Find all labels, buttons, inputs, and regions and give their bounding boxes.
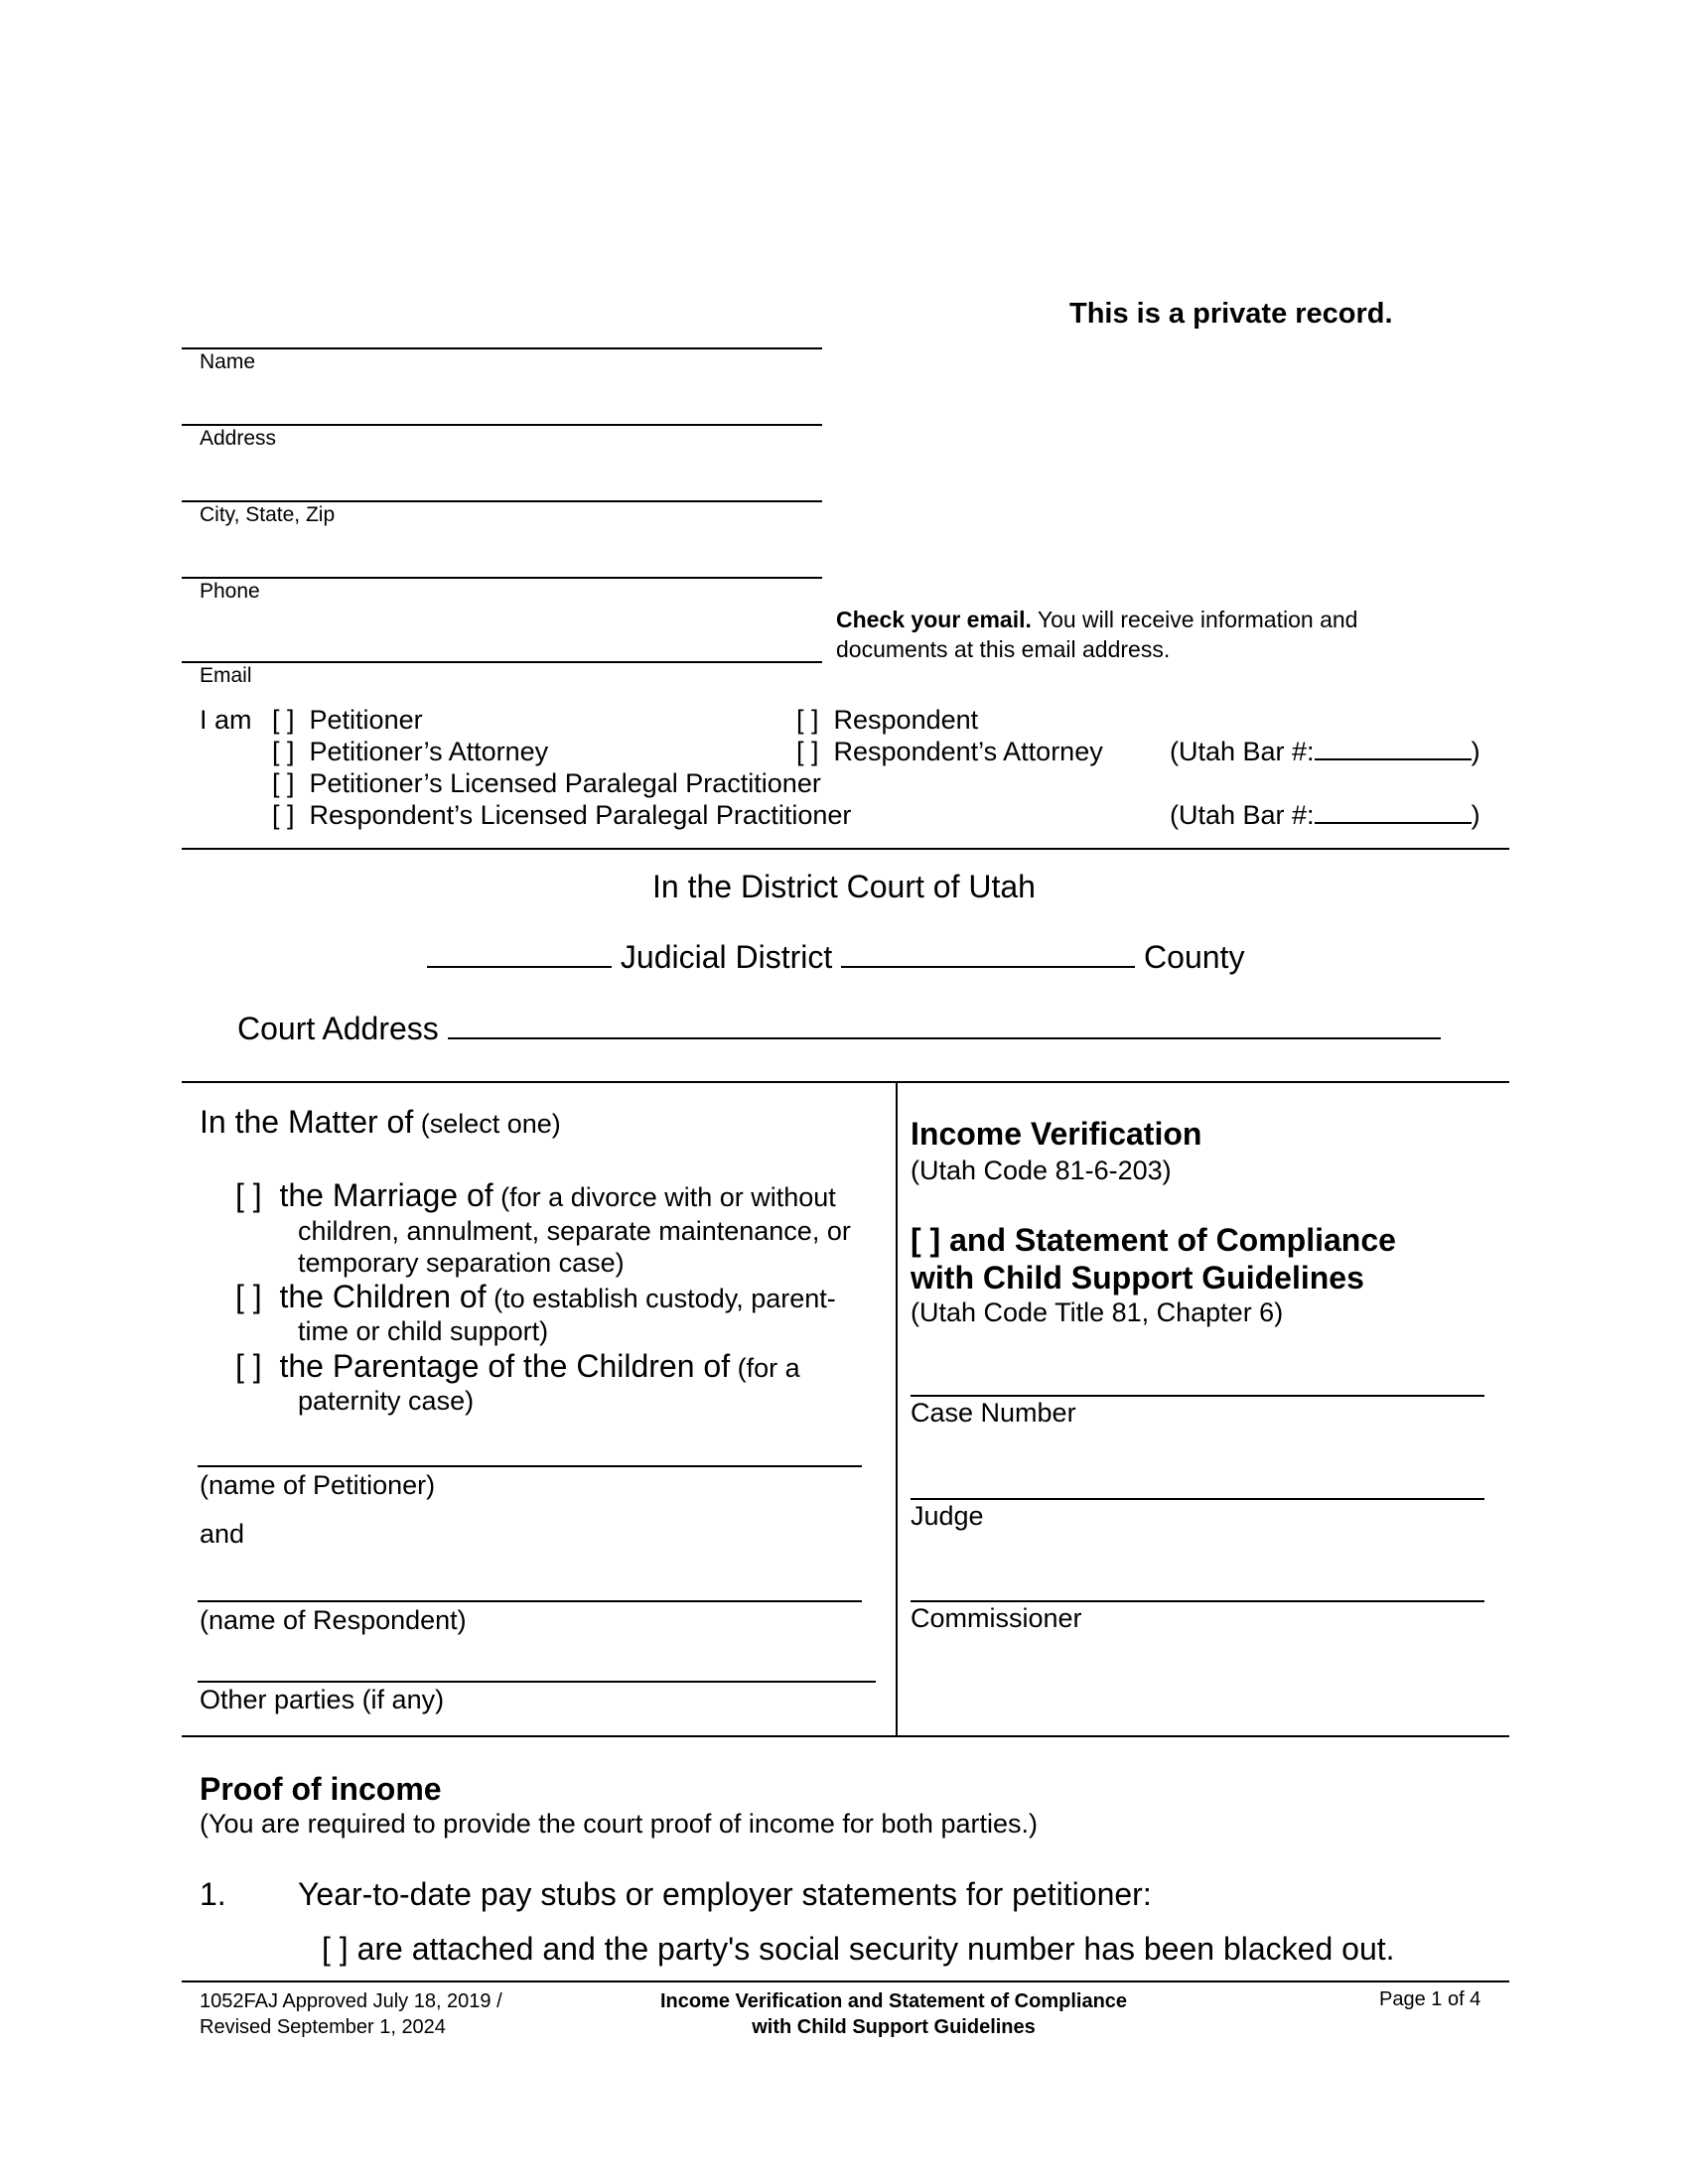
utah-bar-blank-2[interactable] [1315, 821, 1472, 824]
footer-form-id-1: 1052FAJ Approved July 18, 2019 / [200, 1990, 502, 2012]
email-notice-text-1: You will receive information and [1031, 607, 1358, 632]
court-address-label: Court Address [237, 1011, 439, 1046]
checkbox-children[interactable]: [ ] [235, 1279, 262, 1314]
commissioner-label: Commissioner [911, 1603, 1082, 1633]
role-respondents-lpp-label: Respondent’s Licensed Paralegal Practitioner [309, 800, 852, 830]
footer-title [596, 1988, 1192, 2040]
address-field-line[interactable] [182, 424, 822, 426]
document-code: (Utah Code 81-6-203) [911, 1156, 1172, 1185]
parentage-label: the Parentage of the Children of [279, 1348, 731, 1384]
petitioner-name-label: (name of Petitioner) [200, 1470, 436, 1500]
checkbox-respondents-lpp[interactable]: [ ] [272, 800, 295, 830]
matter-heading-text: In the Matter of [200, 1104, 414, 1140]
and-label: and [200, 1519, 245, 1549]
marriage-label: the Marriage of [279, 1177, 493, 1213]
parentage-note-2: paternity case) [298, 1386, 475, 1416]
email-label: Email [200, 664, 252, 687]
checkbox-petitioners-attorney[interactable]: [ ] [272, 737, 295, 766]
caption-top-border [182, 1081, 1509, 1083]
footer-divider [182, 1980, 1509, 1982]
judge-label: Judge [911, 1501, 984, 1531]
utah-bar-open-1: (Utah Bar #: [1170, 737, 1315, 766]
attached-option-text: are attached and the party's social security number has been blacked out. [348, 1931, 1395, 1967]
role-petitioners-attorney-option[interactable] [272, 737, 548, 767]
compliance-title-1: and Statement of Compliance [940, 1222, 1396, 1258]
caption-bottom-border [182, 1735, 1509, 1737]
city-state-zip-label: City, State, Zip [200, 503, 336, 526]
case-number-label: Case Number [911, 1398, 1076, 1428]
role-respondent-option[interactable] [796, 705, 978, 736]
compliance-title-2: with Child Support Guidelines [911, 1260, 1364, 1296]
utah-bar-close-1: ) [1471, 737, 1480, 766]
marriage-note-continued [298, 1215, 851, 1279]
footer-title-2: with Child Support Guidelines [752, 2016, 1036, 2038]
email-notice-bold: Check your email. [836, 607, 1032, 632]
utah-bar-blank-1[interactable] [1315, 757, 1472, 760]
role-respondents-attorney-option[interactable] [796, 737, 1103, 767]
checkbox-respondents-attorney[interactable]: [ ] [796, 737, 819, 766]
role-petitioners-lpp-option[interactable] [272, 768, 821, 799]
phone-field-line[interactable] [182, 577, 822, 579]
name-field-line[interactable] [182, 347, 822, 349]
footer-title-1: Income Verification and Statement of Compliance [659, 1990, 1128, 2012]
checkbox-parentage[interactable]: [ ] [235, 1348, 262, 1384]
other-parties-line[interactable] [198, 1681, 876, 1683]
role-respondent-label: Respondent [833, 705, 979, 735]
utah-bar-close-2: ) [1471, 800, 1480, 830]
name-label: Name [200, 350, 256, 373]
role-petitioners-attorney-label: Petitioner’s Attorney [309, 737, 549, 766]
county-label: County [1144, 939, 1245, 975]
matter-children-option[interactable] [235, 1279, 836, 1315]
court-title: In the District Court of Utah [652, 869, 1036, 904]
document-title: Income Verification [911, 1116, 1202, 1152]
i-am-label: I am [200, 705, 252, 735]
marriage-note-3: temporary separation case) [298, 1248, 625, 1278]
city-state-zip-field-line[interactable] [182, 500, 822, 502]
judicial-district-label: Judicial District [620, 939, 833, 975]
role-petitioner-label: Petitioner [309, 705, 423, 735]
private-record-notice: This is a private record. [1069, 298, 1393, 330]
county-blank[interactable] [841, 965, 1135, 968]
utah-bar-number-field-2[interactable] [1170, 800, 1480, 831]
court-address-line [237, 1011, 1441, 1047]
judicial-district-line [427, 939, 1244, 976]
role-respondents-lpp-option[interactable] [272, 800, 851, 831]
in-the-matter-of-heading [200, 1104, 561, 1141]
marriage-note-1: (for a divorce with or without [492, 1182, 836, 1212]
item-1-attached-option[interactable] [322, 1931, 1395, 1968]
checkbox-respondent[interactable]: [ ] [796, 705, 819, 735]
phone-label: Phone [200, 580, 260, 603]
proof-of-income-heading: Proof of income [200, 1771, 442, 1807]
district-number-blank[interactable] [427, 965, 612, 968]
caption-center-divider [896, 1081, 898, 1735]
children-note-1: (to establish custody, parent- [486, 1284, 836, 1313]
matter-heading-note: (select one) [413, 1109, 561, 1139]
matter-marriage-option[interactable] [235, 1177, 836, 1214]
children-label: the Children of [279, 1279, 487, 1314]
judge-line[interactable] [911, 1498, 1484, 1500]
case-number-line[interactable] [911, 1395, 1484, 1397]
role-respondents-attorney-label: Respondent’s Attorney [833, 737, 1103, 766]
compliance-option[interactable] [911, 1222, 1396, 1259]
respondent-name-line[interactable] [198, 1600, 862, 1602]
checkbox-attached[interactable]: [ ] [322, 1931, 349, 1967]
checkbox-petitioners-lpp[interactable]: [ ] [272, 768, 295, 798]
checkbox-marriage[interactable]: [ ] [235, 1177, 262, 1213]
email-notice-text-2: documents at this email address. [836, 636, 1171, 662]
proof-of-income-subheading: (You are required to provide the court proof of income for both parties.) [200, 1809, 1038, 1839]
court-address-blank[interactable] [448, 1036, 1441, 1039]
parentage-note-1: (for a [730, 1353, 800, 1383]
commissioner-line[interactable] [911, 1600, 1484, 1602]
petitioner-name-line[interactable] [198, 1465, 862, 1467]
role-petitioners-lpp-label: Petitioner’s Licensed Paralegal Practitioner [309, 768, 821, 798]
email-field-line[interactable] [182, 661, 822, 663]
checkbox-petitioner[interactable]: [ ] [272, 705, 295, 735]
marriage-note-2: children, annulment, separate maintenance, or [298, 1216, 851, 1246]
other-parties-label: Other parties (if any) [200, 1685, 445, 1714]
footer-page-number: Page 1 of 4 [1379, 1988, 1481, 2010]
utah-bar-open-2: (Utah Bar #: [1170, 800, 1315, 830]
matter-parentage-option[interactable] [235, 1348, 800, 1385]
compliance-code: (Utah Code Title 81, Chapter 6) [911, 1297, 1284, 1327]
email-notice [836, 605, 1357, 664]
footer-form-id-2: Revised September 1, 2024 [200, 2016, 446, 2038]
children-note-2: time or child support) [298, 1316, 549, 1346]
item-1-text: Year-to-date pay stubs or employer statements for petitioner: [298, 1876, 1152, 1912]
utah-bar-number-field-1[interactable] [1170, 737, 1480, 767]
address-label: Address [200, 427, 277, 450]
item-1-number: 1. [200, 1876, 226, 1912]
footer-form-id [200, 1988, 502, 2040]
respondent-name-label: (name of Respondent) [200, 1605, 467, 1635]
role-petitioner-option[interactable] [272, 705, 423, 736]
checkbox-compliance[interactable]: [ ] [911, 1222, 941, 1258]
section-divider-top [182, 848, 1509, 850]
